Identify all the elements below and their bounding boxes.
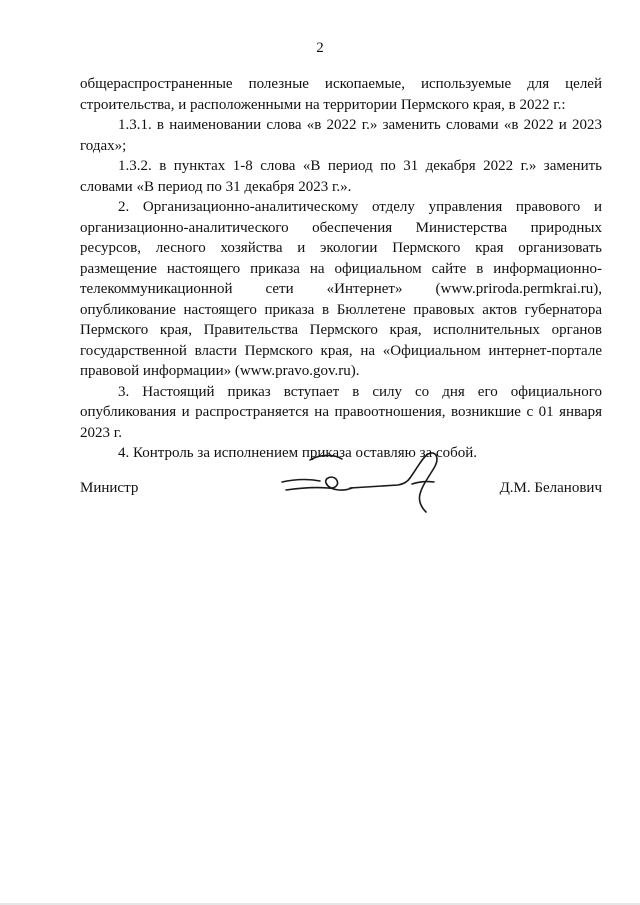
signatory-position: Министр: [80, 480, 139, 496]
paragraph-3: 3. Настоящий приказ вступает в силу со дня его официального опубликования и распространяется на правоотношения, возникшие с 01 января 2023 г.: [80, 383, 602, 441]
document-body: [80, 74, 602, 464]
page-number: 2: [316, 40, 324, 56]
paragraph-1-3-1: 1.3.1. в наименовании слова «в 2022 г.» заменить словами «в 2022 и 2023 годах»;: [80, 117, 602, 154]
paragraph-1-3-2: 1.3.2. в пунктах 1-8 слова «В период по 31 декабря 2022 г.» заменить словами «В период по 31 декабря 2023 г.».: [80, 158, 602, 195]
signature-block: [80, 474, 602, 524]
paragraph-continuation: общераспространенные полезные ископаемые, используемые для целей строительства, и расположенными на территории Пермского края, в 2022 г.:: [80, 76, 602, 113]
paragraph-2: 2. Организационно-аналитическому отделу управления правового и организационно-аналитического обеспечения Министерства природных ресурсов, лесного хозяйства и экологии Пермского края организовать размещение настоящего приказа на официальном сайте в информационно-телекоммуникационной сети «Интернет» (www.priroda.permkrai.ru), опубликование настоящего приказа в Бюллетене правовых актов губернатора Пермского края, Правительства Пермского края, исполнительных органов государственной власти Пермского края, на «Официальном интернет-портале правовой информации» (www.pravo.gov.ru).: [80, 199, 602, 379]
paragraph-4: 4. Контроль за исполнением приказа оставляю за собой.: [118, 445, 478, 461]
signatory-name: Д.М. Беланович: [499, 480, 602, 496]
handwritten-signature: [276, 448, 456, 518]
